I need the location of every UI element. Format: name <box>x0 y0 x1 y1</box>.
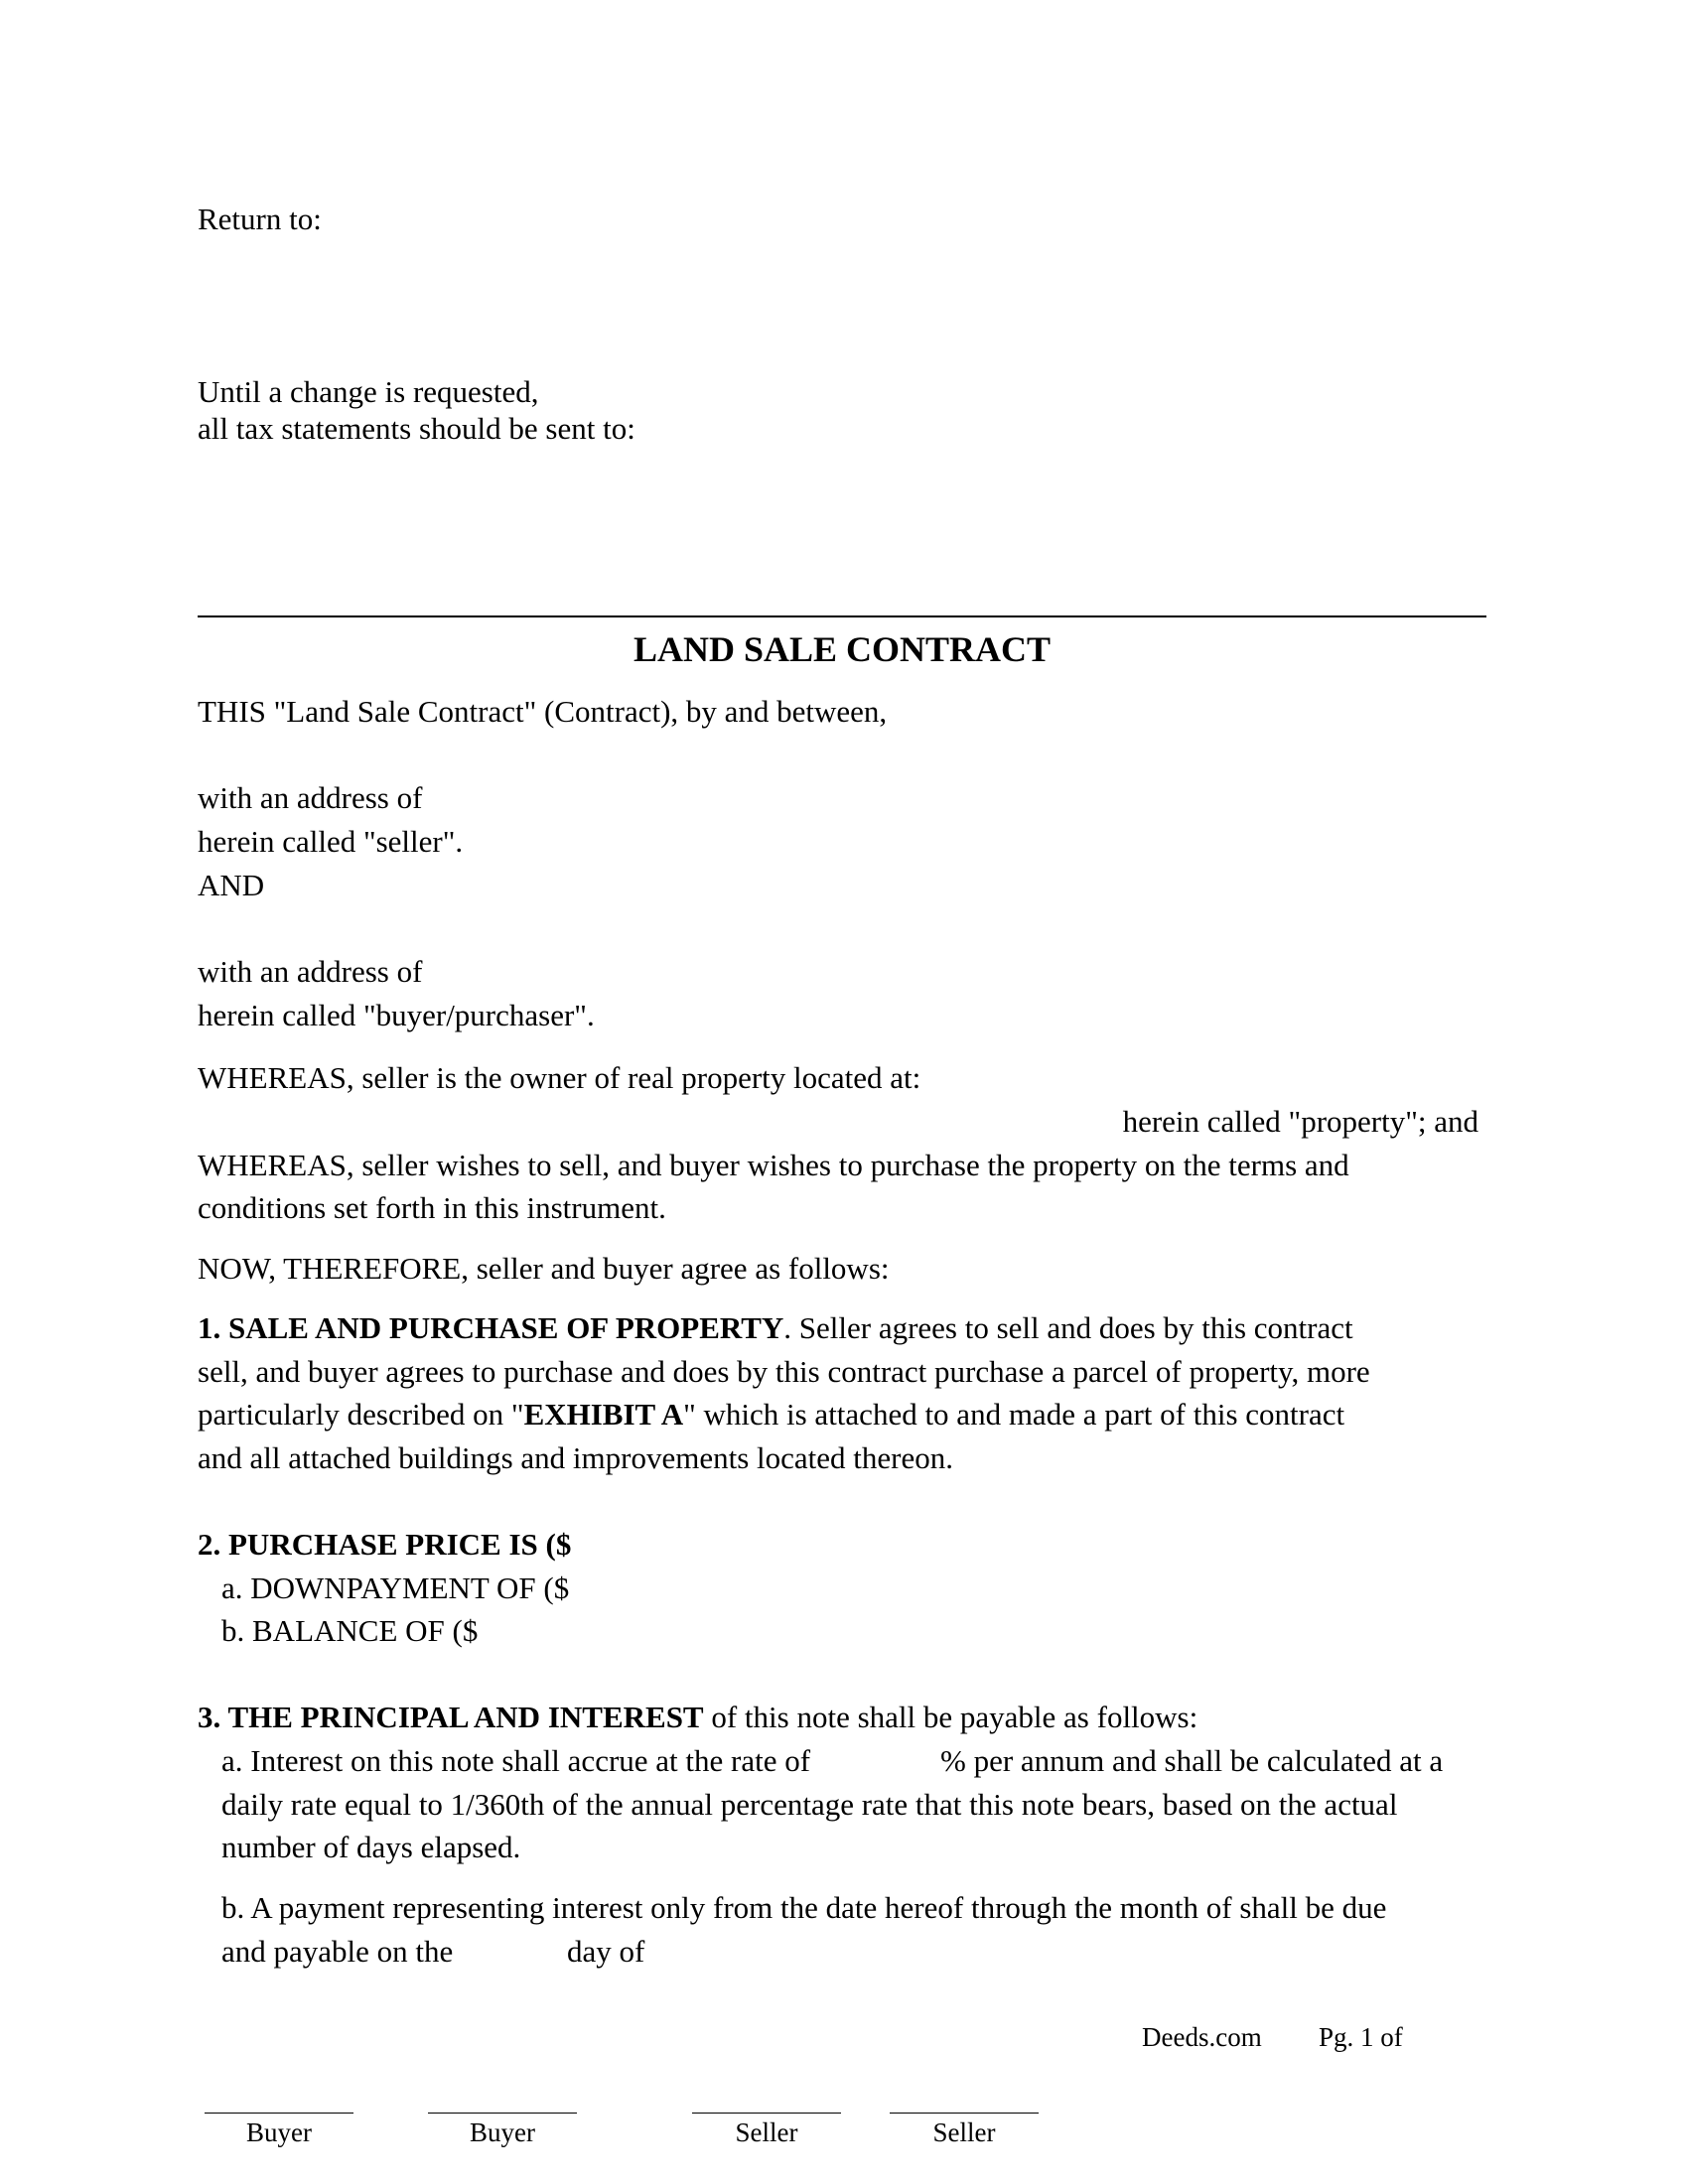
section1-line1-rest: . Seller agrees to sell and does by this contract <box>783 1310 1353 1345</box>
property-called: herein called "property"; and <box>1122 1104 1478 1139</box>
and-separator: AND <box>198 868 265 902</box>
section1-line4: and all attached buildings and improvements located thereon. <box>198 1440 953 1475</box>
balance-line: b. BALANCE OF ($ <box>221 1613 479 1648</box>
seller-address-label: with an address of <box>198 780 423 815</box>
section3b-line1: b. A payment representing interest only from the date hereof through the month of shall be due <box>221 1890 1387 1925</box>
section3-heading-rest: of this note shall be payable as follows: <box>703 1700 1198 1734</box>
buyer1-signature-line <box>205 2113 353 2114</box>
section3a-line1-end: % per annum and shall be calculated at a <box>940 1743 1444 1778</box>
footer-page-number: Pg. 1 of <box>1319 2022 1403 2052</box>
buyer1-signature-label: Buyer <box>246 2117 312 2147</box>
section1-line3-start: particularly described on " <box>198 1397 524 1432</box>
section1-line3 <box>198 1396 1344 1433</box>
title-rule <box>198 615 1486 617</box>
section1-heading: 1. SALE AND PURCHASE OF PROPERTY <box>198 1310 784 1345</box>
exhibit-a-reference: EXHIBIT A <box>523 1397 684 1432</box>
whereas-owner: WHEREAS, seller is the owner of real property located at: <box>198 1060 921 1095</box>
buyer2-signature-line <box>428 2113 577 2114</box>
now-therefore: NOW, THEREFORE, seller and buyer agree as follows: <box>198 1251 890 1286</box>
section3a-line3: number of days elapsed. <box>221 1830 521 1864</box>
section3b-line2-end: day of <box>567 1934 645 1969</box>
footer-site: Deeds.com <box>1142 2022 1262 2052</box>
section1-line3-end: " which is attached to and made a part of this contract <box>683 1397 1345 1432</box>
section1-line1 <box>198 1309 1353 1346</box>
downpayment-line: a. DOWNPAYMENT OF ($ <box>221 1570 570 1605</box>
section3a-line2: daily rate equal to 1/360th of the annual percentage rate that this note bears, based on the actual <box>221 1787 1398 1822</box>
tax-statement-line1: Until a change is requested, <box>198 374 539 409</box>
whereas-sell-line2: conditions set forth in this instrument. <box>198 1190 666 1225</box>
seller-called: herein called "seller". <box>198 824 464 859</box>
buyer2-signature-label: Buyer <box>470 2117 535 2147</box>
buyer-address-label: with an address of <box>198 954 423 989</box>
section3a-line1-start: a. Interest on this note shall accrue at the rate of <box>221 1743 811 1778</box>
document-title: LAND SALE CONTRACT <box>633 629 1052 669</box>
intro-line: THIS "Land Sale Contract" (Contract), by and between, <box>198 694 888 729</box>
seller2-signature-label: Seller <box>932 2117 996 2147</box>
tax-statement-line2: all tax statements should be sent to: <box>198 411 635 446</box>
seller1-signature-line <box>692 2113 841 2114</box>
return-to-label: Return to: <box>198 202 322 236</box>
section3b-line2-start: and payable on the <box>221 1934 454 1969</box>
section3-heading: 3. THE PRINCIPAL AND INTEREST <box>198 1700 704 1734</box>
purchase-price-heading: 2. PURCHASE PRICE IS ($ <box>198 1527 572 1562</box>
seller1-signature-label: Seller <box>735 2117 798 2147</box>
whereas-sell-line1: WHEREAS, seller wishes to sell, and buyer wishes to purchase the property on the terms and <box>198 1148 1349 1182</box>
seller2-signature-line <box>890 2113 1039 2114</box>
section3-heading-line <box>198 1699 1197 1735</box>
section1-line2: sell, and buyer agrees to purchase and does by this contract purchase a parcel of property, more <box>198 1354 1370 1389</box>
buyer-called: herein called "buyer/purchaser". <box>198 998 595 1032</box>
